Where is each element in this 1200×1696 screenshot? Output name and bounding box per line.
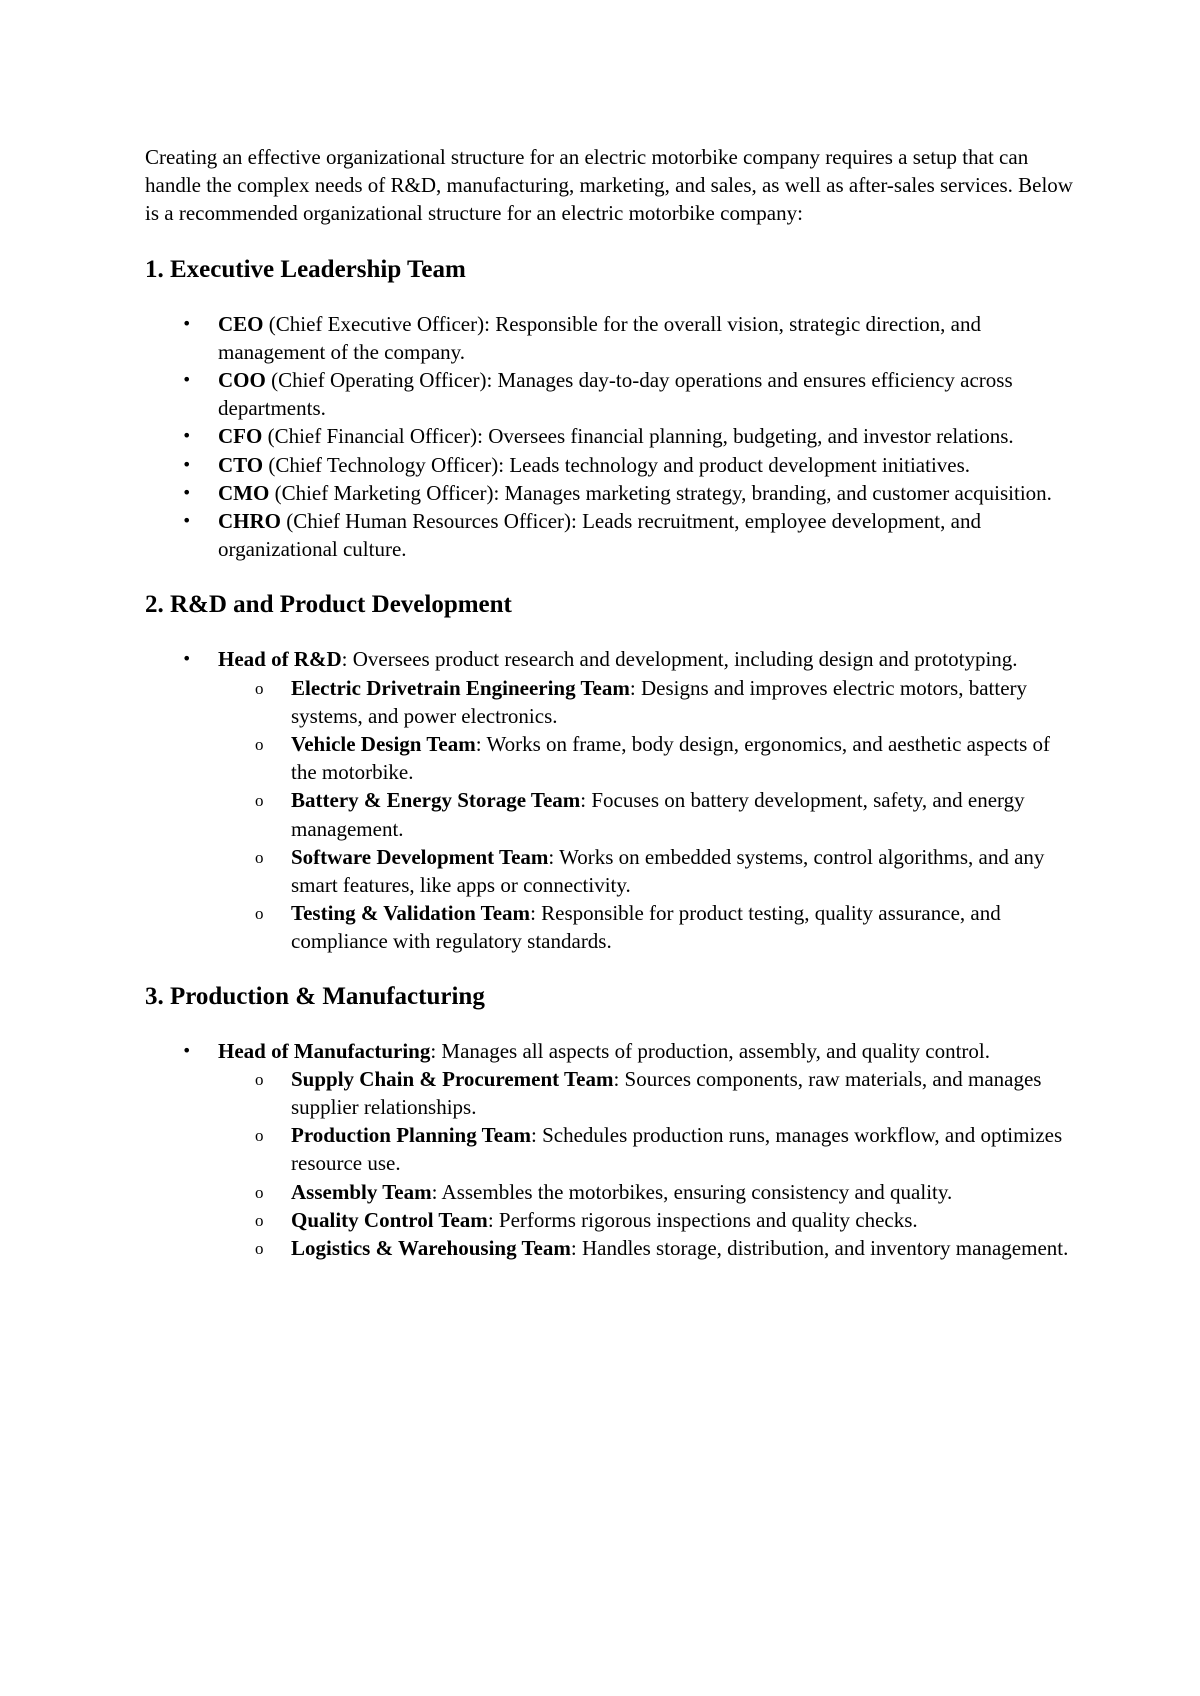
list-term: CEO — [218, 311, 264, 336]
list-item — [145, 422, 1075, 450]
list-item — [145, 451, 1075, 479]
list-item — [145, 366, 1075, 422]
circle-bullet-icon: o — [255, 1182, 264, 1202]
sub-list-term: Battery & Energy Storage Team — [291, 788, 581, 813]
sub-list-item — [218, 674, 1075, 730]
sub-list-term: Quality Control Team — [291, 1207, 488, 1232]
document-page — [145, 143, 1075, 1262]
circle-bullet-icon: o — [255, 904, 264, 924]
bullet-icon: • — [182, 313, 192, 333]
rnd-list — [145, 645, 1075, 955]
circle-bullet-icon: o — [255, 1239, 264, 1259]
list-term: CHRO — [218, 509, 281, 534]
sub-list-term: Production Planning Team — [291, 1123, 532, 1148]
list-text: : Oversees product research and development, including design and prototyping. — [341, 647, 1018, 672]
list-term: CFO — [218, 424, 263, 449]
sub-list-text: : Sources components, raw materials, and manages supplier relationships. — [291, 1066, 1042, 1120]
list-text: (Chief Marketing Officer): Manages marketing strategy, branding, and customer acquisition. — [269, 480, 1052, 505]
circle-bullet-icon: o — [255, 1210, 264, 1230]
manufacturing-list — [145, 1037, 1075, 1263]
bullet-icon: • — [182, 511, 192, 531]
sub-list-text: : Handles storage, distribution, and inventory management. — [570, 1236, 1069, 1261]
sub-list-item — [218, 1065, 1075, 1121]
sub-list-term: Supply Chain & Procurement Team — [291, 1066, 614, 1091]
bullet-icon: • — [182, 1040, 192, 1060]
section-heading-rnd: 2. R&D and Product Development — [145, 591, 512, 619]
list-term: Head of Manufacturing — [218, 1038, 431, 1063]
executive-list — [145, 310, 1075, 564]
sub-list-text: : Works on embedded systems, control algorithms, and any smart features, like apps or connectivity. — [291, 844, 1045, 898]
sub-list-item — [218, 1206, 1075, 1234]
sub-list-text: : Responsible for product testing, quality assurance, and compliance with regulatory standards. — [291, 901, 1001, 954]
list-text: (Chief Executive Officer): Responsible for the overall vision, strategic direction, and management of the company. — [218, 311, 981, 364]
list-item — [145, 507, 1075, 563]
sub-list-term: Logistics & Warehousing Team — [291, 1236, 571, 1261]
sub-list-term: Electric Drivetrain Engineering Team — [291, 675, 630, 700]
circle-bullet-icon: o — [255, 791, 264, 811]
circle-bullet-icon: o — [255, 1126, 264, 1146]
intro-paragraph: Creating an effective organizational structure for an electric motorbike company requires a setup that can handle the complex needs of R&D, manufacturing, marketing, and sales, as well as after-sales services. Below is a recommended organizational structure for an electric motorbike company: — [145, 145, 1073, 226]
list-text: (Chief Financial Officer): Oversees financial planning, budgeting, and investor relations. — [262, 424, 1014, 449]
sub-list-text: : Performs rigorous inspections and quality checks. — [487, 1207, 918, 1232]
list-term: CTO — [218, 452, 264, 477]
list-item — [145, 1037, 1075, 1263]
sub-list-item — [218, 730, 1075, 786]
sub-list-term: Assembly Team — [291, 1179, 432, 1204]
list-text: (Chief Operating Officer): Manages day-to-day operations and ensures efficiency across departments. — [218, 368, 1013, 421]
list-item — [145, 310, 1075, 366]
sub-list-text: : Schedules production runs, manages workflow, and optimizes resource use. — [291, 1123, 1063, 1176]
bullet-icon: • — [182, 370, 192, 390]
rnd-sublist — [218, 674, 1075, 956]
list-term: Head of R&D — [218, 647, 342, 672]
list-text: (Chief Human Resources Officer): Leads recruitment, employee development, and organizational culture. — [218, 509, 981, 562]
section-heading-manufacturing: 3. Production & Manufacturing — [145, 982, 485, 1010]
sub-list-term: Testing & Validation Team — [291, 901, 531, 926]
section-heading-executive: 1. Executive Leadership Team — [145, 255, 466, 283]
sub-list-item — [218, 1178, 1075, 1206]
bullet-icon: • — [182, 426, 192, 446]
list-text: : Manages all aspects of production, assembly, and quality control. — [430, 1038, 990, 1063]
sub-list-item — [218, 786, 1075, 842]
list-text: (Chief Technology Officer): Leads technology and product development initiatives. — [263, 452, 971, 477]
sub-list-text: : Assembles the motorbikes, ensuring consistency and quality. — [431, 1179, 953, 1204]
manufacturing-sublist — [218, 1065, 1075, 1262]
sub-list-term: Software Development Team — [291, 844, 549, 869]
list-item — [145, 479, 1075, 507]
sub-list-text: : Focuses on battery development, safety, and energy management. — [291, 788, 1025, 841]
list-term: COO — [218, 368, 266, 393]
sub-list-text: : Designs and improves electric motors, battery systems, and power electronics. — [291, 675, 1028, 728]
circle-bullet-icon: o — [255, 1069, 264, 1089]
circle-bullet-icon: o — [255, 678, 264, 698]
sub-list-term: Vehicle Design Team — [291, 732, 476, 757]
sub-list-item — [218, 843, 1075, 899]
bullet-icon: • — [182, 649, 192, 669]
bullet-icon: • — [182, 482, 192, 502]
sub-list-text: : Works on frame, body design, ergonomics, and aesthetic aspects of the motorbike. — [291, 732, 1051, 785]
sub-list-item — [218, 1121, 1075, 1177]
bullet-icon: • — [182, 454, 192, 474]
sub-list-item — [218, 1234, 1075, 1262]
circle-bullet-icon: o — [255, 847, 264, 867]
list-term: CMO — [218, 480, 270, 505]
sub-list-item — [218, 899, 1075, 955]
circle-bullet-icon: o — [255, 735, 264, 755]
list-item — [145, 645, 1075, 955]
